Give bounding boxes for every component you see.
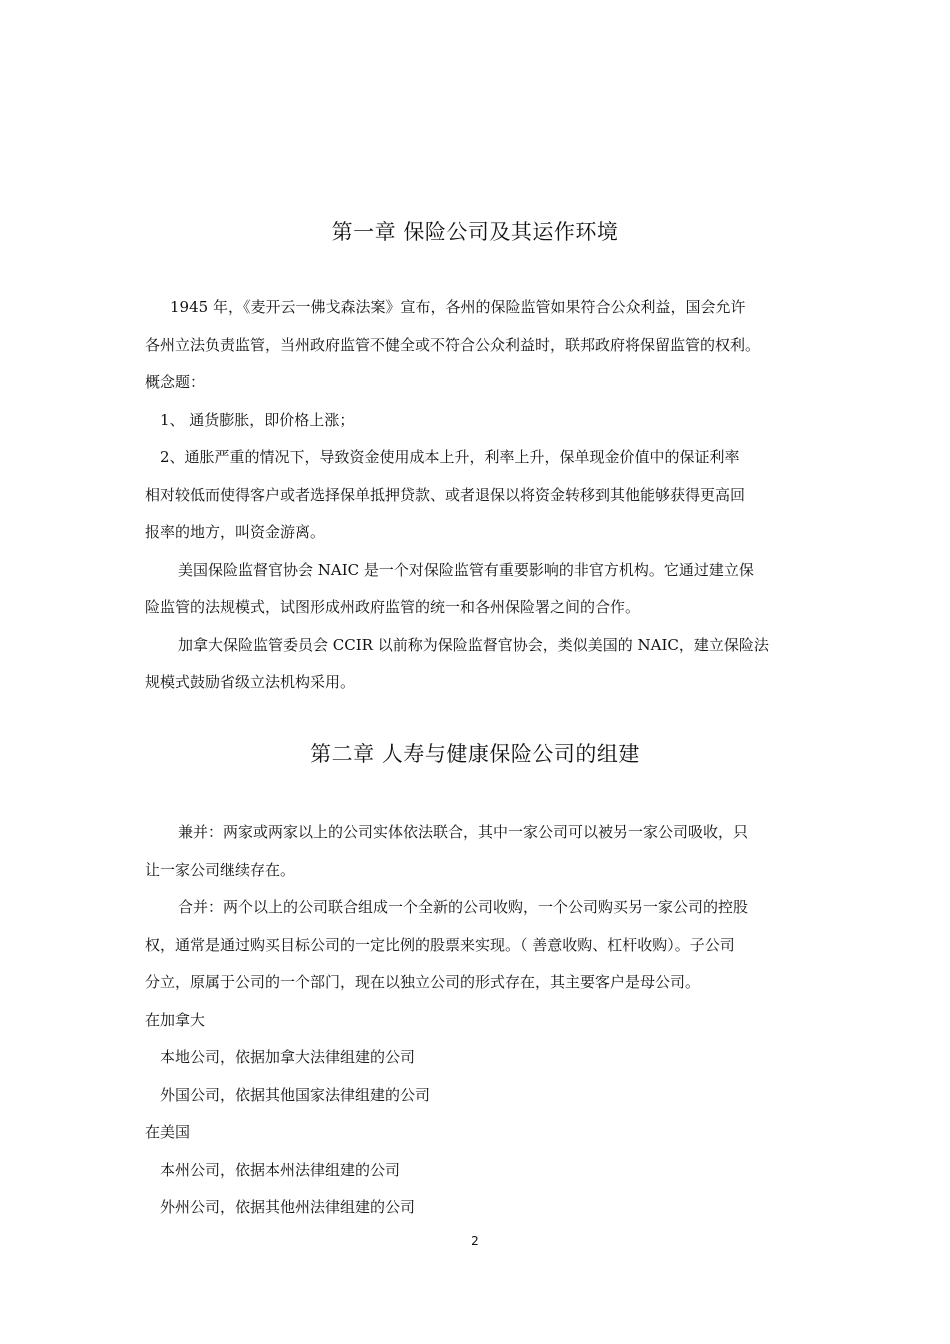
paragraph-line: 兼并：两家或两家以上的公司实体依法联合，其中一家公司可以被另一家公司吸收，只 — [178, 823, 749, 841]
paragraph-line: 1945 年，《麦开云一佛戈森法案》宣布，各州的保险监管如果符合公众利益，国会允许 — [170, 298, 746, 316]
paragraph-line: 报率的地方，叫资金游离。 — [145, 523, 326, 541]
list-item: 本地公司，依据加拿大法律组建的公司 — [160, 1048, 416, 1066]
canada-label: 在加拿大 — [145, 1011, 206, 1029]
list-item: 外州公司，依据其他州法律组建的公司 — [160, 1198, 416, 1216]
paragraph-line: 各州立法负责监管，当州政府监管不健全或不符合公众利益时，联邦政府将保留监管的权利。 — [145, 336, 761, 354]
list-item: 1、 通货膨胀，即价格上涨； — [160, 411, 355, 429]
paragraph-line: 美国保险监督官协会 NAIC 是一个对保险监管有重要影响的非官方机构。它通过建立保 — [178, 561, 754, 579]
chapter-2-title: 第二章 人寿与健康保险公司的组建 — [310, 742, 640, 766]
paragraph-line: 分立，原属于公司的一个部门，现在以独立公司的形式存在，其主要客户是母公司。 — [145, 973, 701, 991]
list-item: 2、通胀严重的情况下，导致资金使用成本上升，利率上升，保单现金价值中的保证利率 — [160, 448, 740, 466]
chapter-1-title: 第一章 保险公司及其运作环境 — [331, 220, 619, 244]
paragraph-line: 规模式鼓励省级立法机构采用。 — [145, 673, 356, 691]
paragraph-line: 合并：两个以上的公司联合组成一个全新的公司收购，一个公司购买另一家公司的控股 — [178, 898, 749, 916]
list-item: 本州公司，依据本州法律组建的公司 — [160, 1161, 401, 1179]
paragraph-line: 险监管的法规模式，试图形成州政府监管的统一和各州保险署之间的合作。 — [145, 598, 641, 616]
paragraph-line: 权，通常是通过购买目标公司的一定比例的股票来实现。（ 善意收购、杠杆收购）。子公司 — [145, 936, 735, 954]
paragraph-line: 相对较低而使得客户或者选择保单抵押贷款、或者退保以将资金转移到其他能够获得更高回 — [145, 486, 746, 504]
paragraph-line: 概念题： — [145, 373, 206, 391]
paragraph-line: 加拿大保险监管委员会 CCIR 以前称为保险监督官协会，类似美国的 NAIC，建立保险法 — [178, 636, 769, 654]
paragraph-line: 让一家公司继续存在。 — [145, 861, 296, 879]
usa-label: 在美国 — [145, 1123, 191, 1141]
list-item: 外国公司，依据其他国家法律组建的公司 — [160, 1086, 431, 1104]
page-number: 2 — [471, 1234, 479, 1248]
